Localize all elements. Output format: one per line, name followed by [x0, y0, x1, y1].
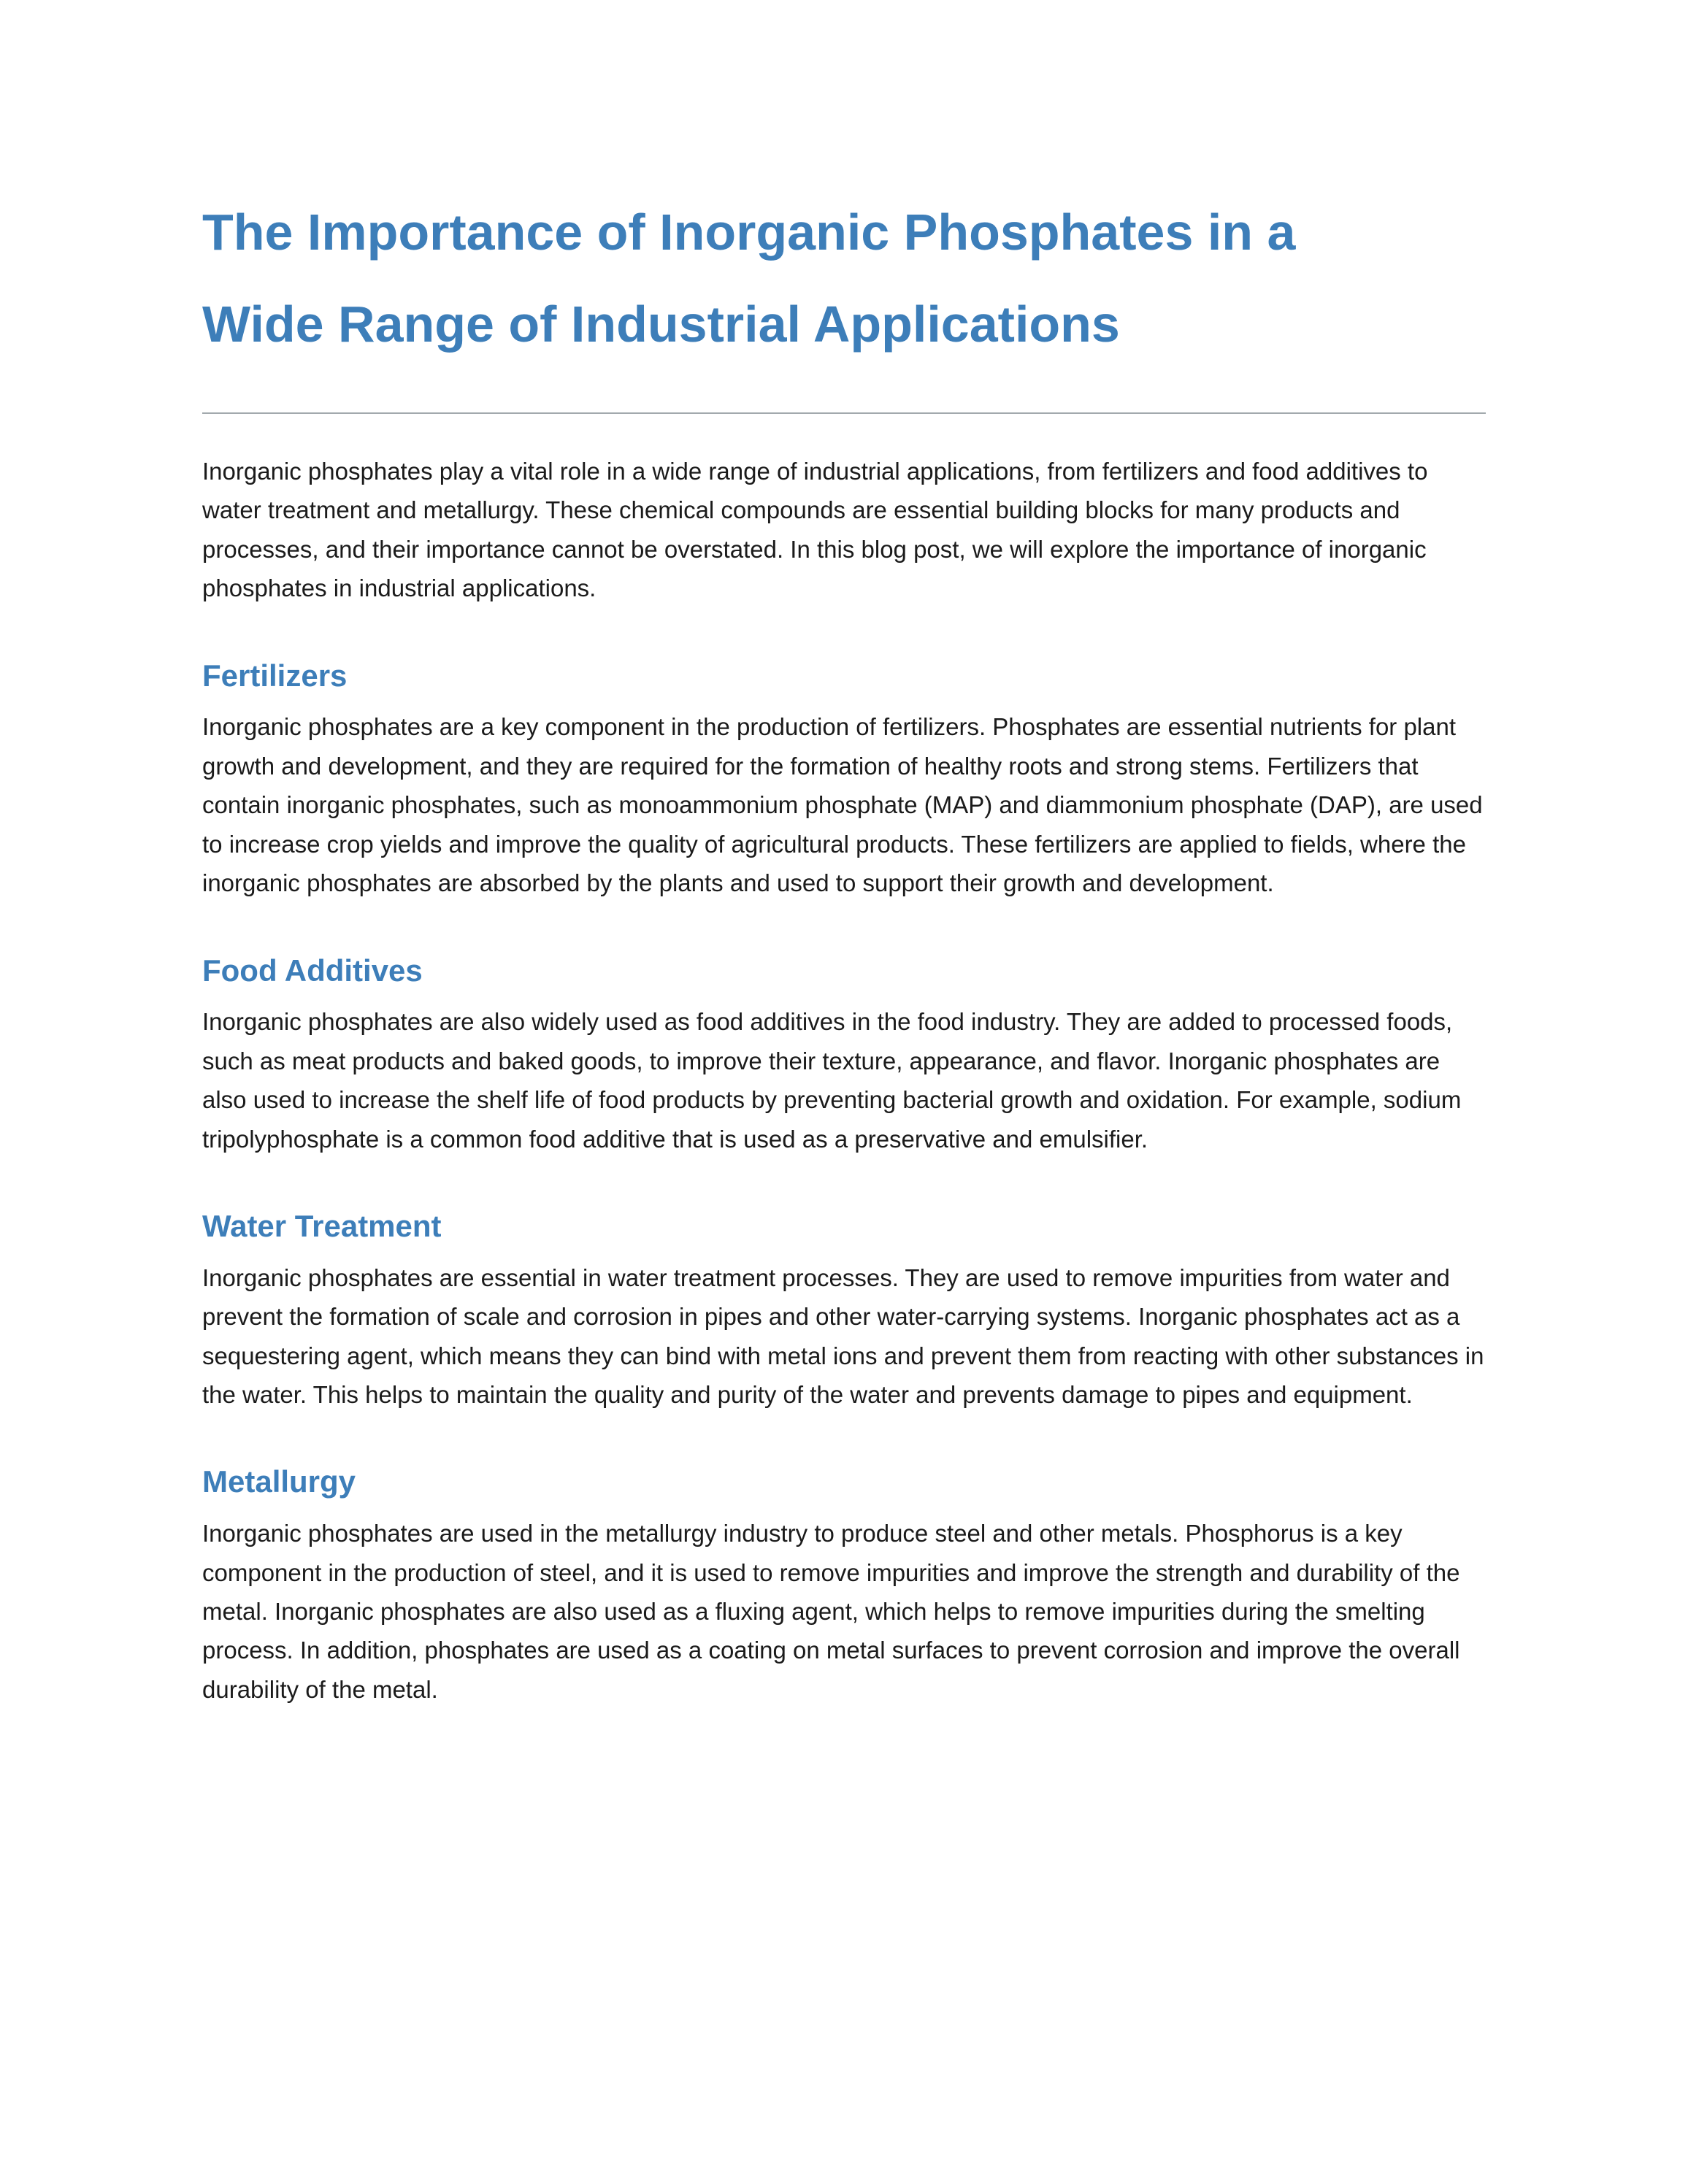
section-paragraph-fertilizers: Inorganic phosphates are a key component in the production of fertilizers. Phosphates are essential nutrients for plant growth and development, and they are required for the formation of healthy roots and strong stems. Fertilizers that contain inorganic phosphates, such as monoammonium phosphate (MAP) and diammonium phosphate (DAP), are used to increase crop yields and improve the quality of agricultural products. These fertilizers are applied to fields, where the inorganic phosphates are absorbed by the plants and used to support their growth and development.	[202, 713, 1483, 897]
section-heading-water-treatment: Water Treatment	[202, 1209, 442, 1244]
section-water-treatment	[202, 1207, 1486, 1414]
section-fertilizers	[202, 656, 1486, 903]
section-heading-metallurgy: Metallurgy	[202, 1464, 356, 1499]
document-title: The Importance of Inorganic Phosphates in a Wide Range of Industrial Applications	[202, 204, 1296, 353]
title-divider	[202, 412, 1486, 414]
section-heading-food-additives: Food Additives	[202, 953, 423, 988]
section-paragraph-water-treatment: Inorganic phosphates are essential in water treatment processes. They are used to remove impurities from water and prevent the formation of scale and corrosion in pipes and other water-carrying systems. Inorganic phosphates act as a sequestering agent, which means they can bind with metal ions and prevent them from reacting with other substances in the water. This helps to maintain the quality and purity of the water and prevents damage to pipes and equipment.	[202, 1264, 1484, 1409]
section-heading-fertilizers: Fertilizers	[202, 658, 348, 693]
intro-paragraph: Inorganic phosphates play a vital role in a wide range of industrial applications, from fertilizers and food additives to water treatment and metallurgy. These chemical compounds are essential building blocks for many products and processes, and their importance cannot be overstated. In this blog post, we will explore the importance of inorganic phosphates in industrial applications.	[202, 458, 1428, 602]
section-metallurgy	[202, 1462, 1486, 1709]
section-paragraph-food-additives: Inorganic phosphates are also widely used as food additives in the food industry. They are added to processed foods, such as meat products and baked goods, to improve their texture, appearance, and flavor. Inorganic phosphates are also used to increase the shelf life of food products by preventing bacterial growth and oxidation. For example, sodium tripolyphosphate is a common food additive that is used as a preservative and emulsifier.	[202, 1008, 1462, 1153]
section-food-additives	[202, 951, 1486, 1158]
section-paragraph-metallurgy: Inorganic phosphates are used in the metallurgy industry to produce steel and other metals. Phosphorus is a key component in the production of steel, and it is used to remove impurities and improve the strength and durability of the metal. Inorganic phosphates are also used as a fluxing agent, which helps to remove impurities during the smelting process. In addition, phosphates are used as a coating on metal surfaces to prevent corrosion and improve the overall durability of the metal.	[202, 1520, 1460, 1703]
